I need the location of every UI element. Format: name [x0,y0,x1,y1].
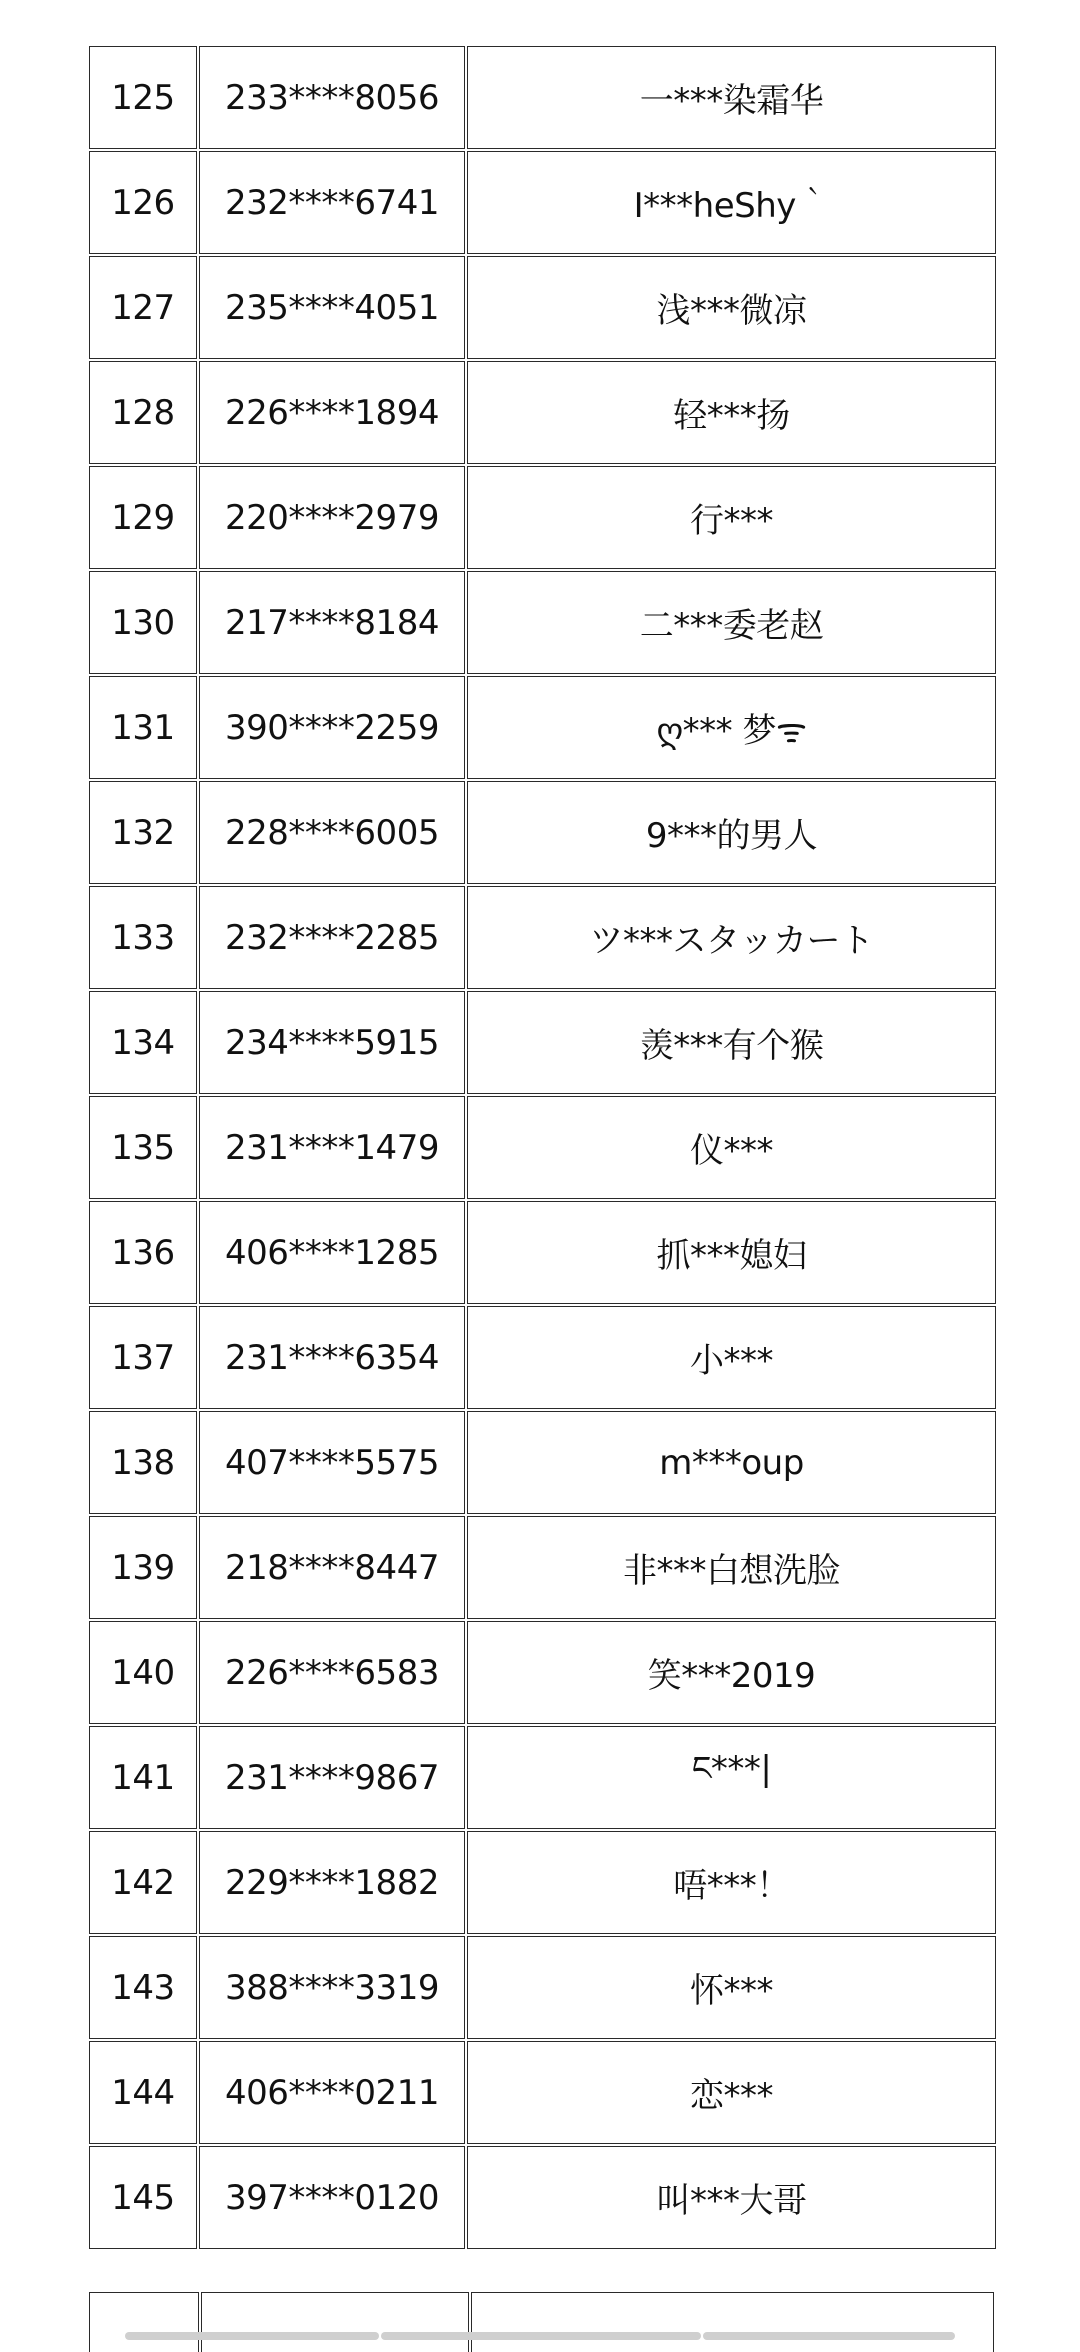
table-row [89,571,996,674]
row-number-cell: 130 [89,571,197,674]
nickname-cell: 9***的男人 [467,781,996,884]
phone-cell: 228****6005 [199,781,465,884]
table-row [89,2041,996,2144]
row-number-cell: 127 [89,256,197,359]
phone-cell: 235****4051 [199,256,465,359]
table-row [89,1306,996,1409]
table-row [89,466,996,569]
row-number-cell: 125 [89,46,197,149]
partial-phone-cell [201,2292,469,2352]
table-row [89,256,996,359]
table-row [89,1201,996,1304]
table-row [89,1096,996,1199]
row-number-cell: 143 [89,1936,197,2039]
table-row [89,1936,996,2039]
phone-cell: 407****5575 [199,1411,465,1514]
phone-cell: 217****8184 [199,571,465,674]
row-number-cell: 133 [89,886,197,989]
table-row [89,1516,996,1619]
horizontal-scrollbar-segment[interactable] [125,2332,379,2340]
nickname-cell: ღ*** 梦ᯤ [467,676,996,779]
nickname-cell: 恋*** [467,2041,996,2144]
phone-cell: 231****6354 [199,1306,465,1409]
table-row [89,1831,996,1934]
table-row [89,886,996,989]
phone-cell: 233****8056 [199,46,465,149]
row-number-cell: 132 [89,781,197,884]
nickname-cell: 行*** [467,466,996,569]
table-row [89,151,996,254]
horizontal-scrollbar-segment[interactable] [703,2332,955,2340]
phone-cell: 232****2285 [199,886,465,989]
nickname-cell: 轻***扬 [467,361,996,464]
winners-table-container [87,44,996,2251]
row-number-cell: 141 [89,1726,197,1829]
row-number-cell: 131 [89,676,197,779]
row-number-cell: 126 [89,151,197,254]
phone-cell: 406****1285 [199,1201,465,1304]
phone-cell: 232****6741 [199,151,465,254]
partial-nickname-cell [471,2292,994,2352]
phone-cell: 226****1894 [199,361,465,464]
row-number-cell: 139 [89,1516,197,1619]
winners-table-body [89,46,996,2249]
phone-cell: 390****2259 [199,676,465,779]
phone-cell: 220****2979 [199,466,465,569]
row-number-cell: 145 [89,2146,197,2249]
nickname-cell: 一***染霜华 [467,46,996,149]
horizontal-scrollbar-segment[interactable] [381,2332,701,2340]
phone-cell: 229****1882 [199,1831,465,1934]
row-number-cell: 136 [89,1201,197,1304]
row-number-cell: 128 [89,361,197,464]
nickname-cell: 二***委老赵 [467,571,996,674]
nickname-cell: 仪*** [467,1096,996,1199]
row-number-cell: 135 [89,1096,197,1199]
row-number-cell: 144 [89,2041,197,2144]
row-number-cell: 142 [89,1831,197,1934]
table-row [89,1726,996,1829]
phone-cell: 231****1479 [199,1096,465,1199]
nickname-cell: ツ***スタッカート [467,886,996,989]
partial-table-row [89,2292,994,2352]
nickname-cell: 小*** [467,1306,996,1409]
nickname-cell: 抓***媳妇 [467,1201,996,1304]
table-row [89,361,996,464]
nickname-cell: 怀*** [467,1936,996,2039]
row-number-cell: 134 [89,991,197,1094]
row-number-cell: 137 [89,1306,197,1409]
nickname-cell: 笑***2019 [467,1621,996,1724]
nickname-cell: 唔***！ [467,1831,996,1934]
table-row [89,1621,996,1724]
nickname-cell: 叫***大哥 [467,2146,996,2249]
partial-row-number-cell [89,2292,199,2352]
nickname-cell: m***oup [467,1411,996,1514]
table-row [89,676,996,779]
phone-cell: 226****6583 [199,1621,465,1724]
table-row [89,2146,996,2249]
phone-cell: 231****9867 [199,1726,465,1829]
row-number-cell: 129 [89,466,197,569]
nickname-cell: ང***| [467,1726,996,1829]
phone-cell: 234****5915 [199,991,465,1094]
table-row [89,781,996,884]
nickname-cell: 浅***微凉 [467,256,996,359]
phone-cell: 406****0211 [199,2041,465,2144]
table-row [89,991,996,1094]
phone-cell: 397****0120 [199,2146,465,2249]
nickname-cell: 非***白想洗脸 [467,1516,996,1619]
nickname-cell: 羡***有个猴 [467,991,996,1094]
row-number-cell: 138 [89,1411,197,1514]
winners-table [87,44,998,2251]
table-row [89,1411,996,1514]
phone-cell: 388****3319 [199,1936,465,2039]
table-row [89,46,996,149]
row-number-cell: 140 [89,1621,197,1724]
nickname-cell: I***heShy｀ [467,151,996,254]
phone-cell: 218****8447 [199,1516,465,1619]
